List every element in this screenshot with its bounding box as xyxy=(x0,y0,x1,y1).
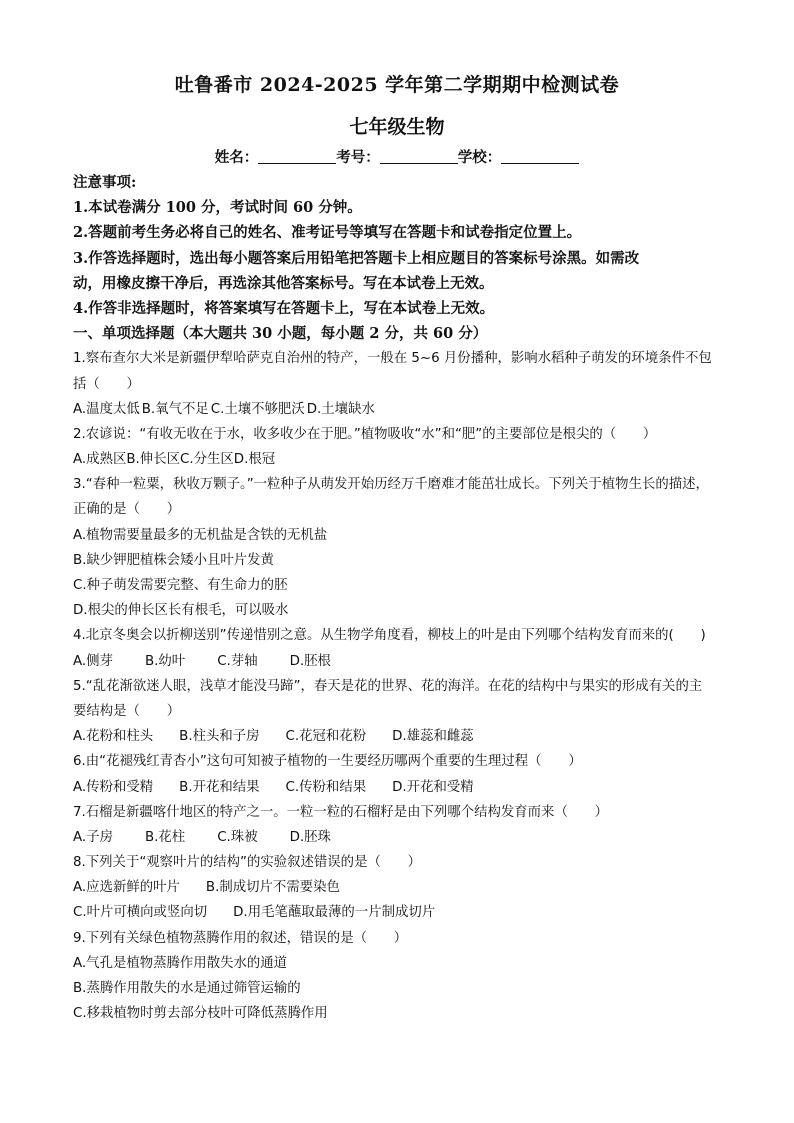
name-label: 姓名： xyxy=(214,149,259,166)
option: D.胚珠 xyxy=(289,829,331,845)
option: C.叶片可横向或竖向切 xyxy=(73,905,208,921)
option-row xyxy=(73,900,733,925)
option: C.移栽植物时剪去部分枝叶可降低蒸腾作用 xyxy=(73,1006,328,1022)
option-row xyxy=(73,397,733,422)
option: C.传粉和结果 xyxy=(285,779,367,795)
option-row xyxy=(73,825,733,850)
note-item: 动，用橡皮擦干净后，再选涂其他答案标号。写在本试卷上无效。 xyxy=(73,274,494,292)
option-row xyxy=(73,447,733,472)
option: B.幼叶 xyxy=(144,653,186,669)
note-item: 2.答题前考生务必将自己的姓名、准考证号等填写在答题卡和试卷指定位置上。 xyxy=(73,224,582,242)
option: D.胚根 xyxy=(289,653,331,669)
option: A.侧芽 xyxy=(73,653,113,669)
note-item: 4.作答非选择题时，将答案填写在答题卡上，写在本试卷上无效。 xyxy=(73,299,495,317)
option: C.土壤不够肥沃 xyxy=(210,401,305,417)
option: C.分生区 xyxy=(179,452,234,468)
option: A.应选新鲜的叶片 xyxy=(73,880,180,896)
school-blank xyxy=(501,149,579,164)
option: C.芽轴 xyxy=(217,653,258,669)
subject-title: 七年级生物 xyxy=(349,116,445,138)
question-stem: 要结构是（ ） xyxy=(73,703,181,719)
option: D.根尖的伸长区长有根毛，可以吸水 xyxy=(73,603,289,619)
question-stem: 6.由“花褪残红青杏小”这句可知被子植物的一生要经历哪两个重要的生理过程（ ） xyxy=(73,754,582,770)
option: C.珠被 xyxy=(217,829,258,845)
note-item: 3.作答选择题时，选出每小题答案后用铅笔把答题卡上相应题目的答案标号涂黑。如需改 xyxy=(73,249,640,267)
id-label: 考号： xyxy=(336,149,380,166)
question-stem: 2.农谚说：“有收无收在于水，收多收少在于肥。”植物吸收“水”和“肥”的主要部位是根尖的（ ） xyxy=(73,426,657,442)
note-item: 1.本试卷满分 100 分，考试时间 60 分钟。 xyxy=(73,199,362,217)
question-stem: 括（ ） xyxy=(73,376,140,392)
option: A.植物需要量最多的无机盐是含铁的无机盐 xyxy=(73,527,328,543)
exam-content xyxy=(73,170,733,1026)
question-stem: 1.察布查尔大米是新疆伊犁哈萨克自治州的特产，一般在 5~6 月份播种，影响水稻种子萌发的环境条件不包 xyxy=(73,351,712,367)
name-blank xyxy=(258,149,336,164)
section-heading: 一、单项选择题（本大题共 30 小题，每小题 2 分，共 60 分） xyxy=(73,325,488,343)
option: D.雄蕊和雌蕊 xyxy=(392,729,474,745)
id-blank xyxy=(380,149,458,164)
option: B.制成切片不需要染色 xyxy=(205,880,340,896)
option: B.柱头和子房 xyxy=(179,729,260,745)
option: D.开花和受精 xyxy=(392,779,474,795)
option-row xyxy=(73,724,733,749)
option: A.气孔是植物蒸腾作用散失水的通道 xyxy=(73,955,288,971)
question-stem: 4.北京冬奥会以折柳送别”传递惜别之意。从生物学角度看，柳枝上的叶是由下列哪个结构发育而来的( ) xyxy=(73,628,706,644)
student-info-line xyxy=(0,146,794,167)
option: C.种子萌发需要完整、有生命力的胚 xyxy=(73,578,288,593)
option: A.传粉和受精 xyxy=(73,779,154,795)
question-stem: 正确的是（ ） xyxy=(73,502,181,518)
option: A.温度太低 xyxy=(73,401,140,417)
option: A.成熟区 xyxy=(73,452,127,468)
question-stem: 7.石榴是新疆喀什地区的特产之一。一粒一粒的石榴籽是由下列哪个结构发育而来（ ） xyxy=(73,804,609,820)
option-row xyxy=(73,775,733,800)
option: A.花粉和柱头 xyxy=(73,729,154,745)
question-stem: 9.下列有关绿色植物蒸腾作用的叙述，错误的是（ ） xyxy=(73,930,408,946)
option-row xyxy=(73,649,733,674)
option: D.根冠 xyxy=(233,452,276,468)
option: D.用毛笔蘸取最薄的一片制成切片 xyxy=(233,905,436,921)
option: B.花柱 xyxy=(144,829,186,845)
school-label: 学校： xyxy=(457,149,502,166)
option: B.开花和结果 xyxy=(179,779,260,795)
option: A.子房 xyxy=(73,829,113,845)
exam-title: 吐鲁番市 2024-2025 学年第二学期期中检测试卷 xyxy=(174,74,620,96)
question-stem: 5.“乱花渐欲迷人眼，浅草才能没马蹄”，春天是花的世界、花的海洋。在花的结构中与果实的形成有关的主 xyxy=(73,678,703,694)
notes-heading: 注意事项: xyxy=(73,174,137,191)
option: B.蒸腾作用散失的水是通过筛管运输的 xyxy=(73,981,301,996)
option-row xyxy=(73,875,733,900)
option: B.伸长区 xyxy=(126,452,180,468)
option: B.氧气不足 xyxy=(141,401,209,417)
option: D.土壤缺水 xyxy=(306,401,375,417)
option: C.花冠和花粉 xyxy=(285,729,367,745)
question-stem: 8.下列关于“观察叶片的结构”的实验叙述错误的是（ ） xyxy=(73,855,422,871)
option: B.缺少钾肥植株会矮小且叶片发黄 xyxy=(73,552,274,568)
question-stem: 3.“春种一粒粟，秋收万颗子。”一粒种子从萌发开始历经万千磨难才能茁壮成长。下列关于植物生长的描述， xyxy=(73,477,709,493)
